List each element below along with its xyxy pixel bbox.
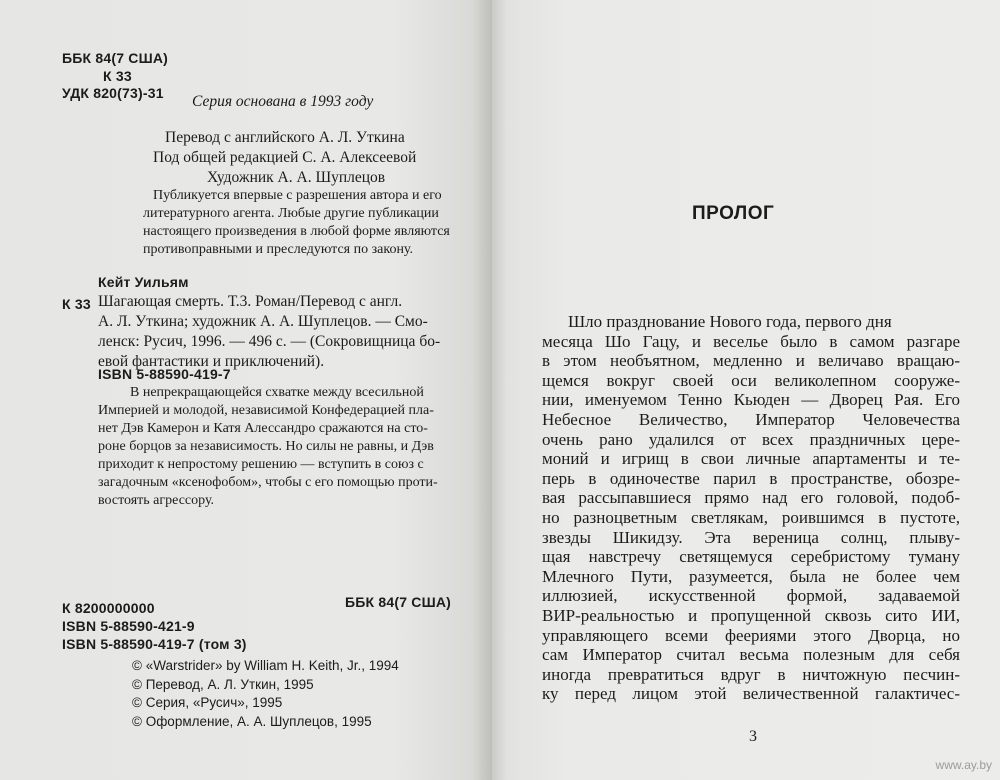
- annotation-line: нет Дэв Камерон и Катя Алессандро сражаются на сто-: [98, 421, 428, 436]
- body-line: сам Император считал весьма полезным для себя: [542, 645, 960, 665]
- copyright-line: © Серия, «Русич», 1995: [132, 695, 283, 710]
- annotation: [98, 384, 458, 510]
- body-line: щемся вокруг своей оси великолепном сооруже-: [542, 370, 960, 390]
- body-line: иллюзией, искусственной формой, задаваемой: [542, 586, 960, 606]
- translation-credit: Перевод с английского А. Л. Уткина: [165, 129, 405, 146]
- body-line: ку перед лицом этой величественной галактичес-: [542, 684, 960, 704]
- body-line: нии, именуемом Тенно Кьюден — Дворец Рая. Его: [542, 390, 960, 410]
- body-line: звезды Шикидзу. Эта вереница солнц, плыву-: [542, 527, 960, 547]
- body-line: очень рано удалился от всех праздничных цере-: [542, 429, 960, 449]
- body-line: вая рассыпавшиеся прямо над его головой, подоб-: [542, 488, 960, 508]
- body-line: Шло празднование Нового года, первого дня: [568, 312, 892, 331]
- body-line: иногда превратиться вдруг в ничтожную песчин-: [542, 664, 960, 684]
- annotation-line: Империей и молодой, независимой Конфедерацией пла-: [98, 403, 434, 418]
- body-line: Млечного Пути, разумеется, была не более чем: [542, 566, 960, 586]
- udk-code: УДК 820(73)-31: [62, 85, 164, 101]
- k-code-bottom: К 8200000000: [62, 600, 155, 616]
- body-line: но разноцветным светлякам, роившимся в пустоте,: [542, 508, 960, 527]
- k33-code: К 33: [62, 296, 91, 312]
- body-line: управляющего всеми феериями этого Дворца, но: [542, 625, 960, 645]
- isbn-main: ISBN 5-88590-419-7: [98, 366, 231, 382]
- series-founded: Серия основана в 1993 году: [192, 93, 374, 110]
- editor-credit: Под общей редакцией С. А. Алексеевой: [153, 149, 417, 166]
- notice-line: литературного агента. Любые другие публикации: [143, 206, 439, 221]
- copyright-line: © Перевод, А. Л. Уткин, 1995: [132, 676, 314, 692]
- left-page: [0, 0, 492, 780]
- copyright-block: [132, 657, 399, 731]
- body-line: щая навстречу светящемуся серебристому туману: [542, 547, 960, 567]
- isbn-volume: ISBN 5-88590-419-7 (том 3): [62, 636, 247, 652]
- body-line: перь в одиночестве парил в пространстве, обозре-: [542, 468, 960, 488]
- body-line: Небесное Величество, Император Человечества: [542, 410, 960, 429]
- body-line: месяца Шо Гацу, и веселье было в самом разгаре: [542, 331, 960, 351]
- bbk-code-bottom: ББК 84(7 США): [345, 594, 452, 610]
- annotation-line: загадочным «ксенофобом», чтобы с его помощью проти-: [98, 475, 438, 490]
- body-line: моний и игрищ в свои личные апартаменты и те-: [542, 449, 960, 469]
- bbk-code-top: ББК 84(7 США): [62, 50, 169, 66]
- chapter-heading: ПРОЛОГ: [692, 203, 775, 224]
- notice-line: настоящего произведения в любой форме являются: [143, 224, 450, 239]
- bib-line: А. Л. Уткина; художник А. А. Шуплецов. — Смо-: [98, 313, 428, 330]
- annotation-line: приходит к непростому решению — вступить в союз с: [98, 457, 424, 472]
- annotation-line: роне борцов за независимость. Но силы не равны, и Дэв: [98, 439, 434, 454]
- notice-line: Публикуется впервые с разрешения автора и его: [153, 188, 442, 203]
- author-name: Кейт Уильям: [98, 274, 189, 290]
- isbn-series: ISBN 5-88590-421-9: [62, 618, 195, 634]
- page-number: 3: [749, 728, 757, 745]
- watermark: www.ay.by: [935, 758, 992, 772]
- rights-notice: [143, 187, 450, 259]
- body-line: ВИР-реальностью и пропущенной сквозь сито ИИ,: [542, 606, 960, 625]
- bib-line: Шагающая смерть. Т.3. Роман/Перевод с англ.: [98, 293, 403, 310]
- artist-credit: Художник А. А. Шуплецов: [207, 169, 386, 186]
- body-line: в этом необъятном, медленно и величаво вращаю-: [542, 351, 960, 371]
- copyright-line: © Оформление, А. А. Шуплецов, 1995: [132, 713, 372, 729]
- annotation-line: В непрекращающейся схватке между всесильной: [130, 385, 424, 400]
- copyright-line: © «Warstrider» by William H. Keith, Jr., 1994: [132, 658, 399, 673]
- notice-line: противоправными и преследуются по закону.: [143, 242, 414, 257]
- bib-line: ленск: Русич, 1996. — 496 с. — (Сокровищница бо-: [98, 333, 441, 350]
- k33-code-top: К 33: [103, 68, 132, 84]
- bib-line: евой фантастики и приключений).: [98, 353, 325, 370]
- bibliographic-entry: [98, 292, 440, 372]
- annotation-line: востоять агрессору.: [98, 493, 215, 508]
